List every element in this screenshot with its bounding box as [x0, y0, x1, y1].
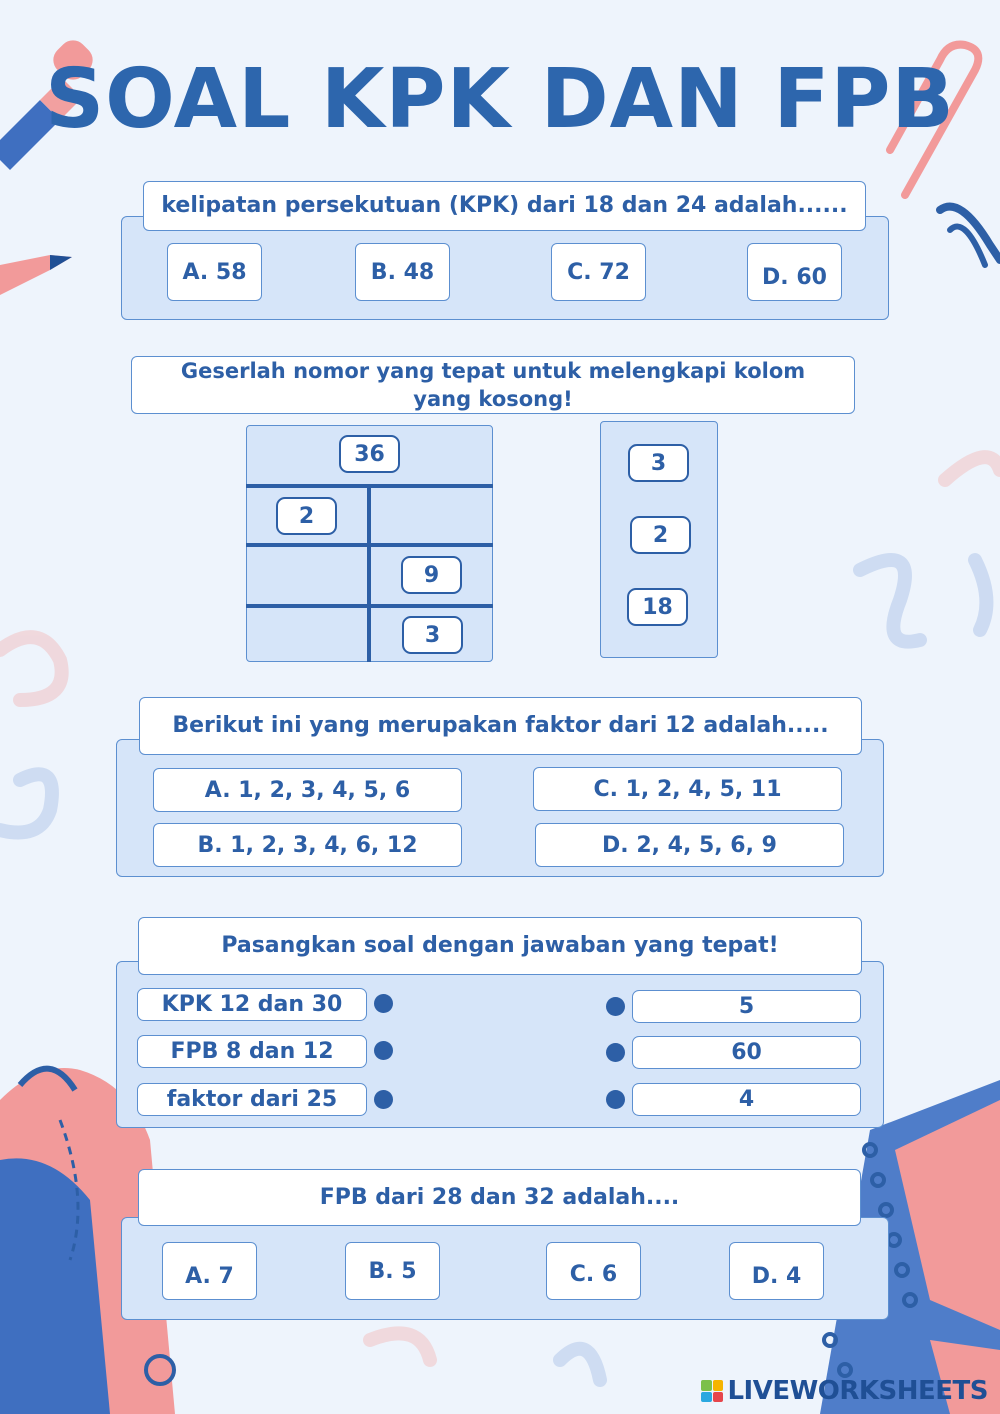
tree-row2-right-value: 9: [401, 556, 462, 594]
q3-option-d[interactable]: D. 2, 4, 5, 6, 9: [535, 823, 844, 867]
match-right-item: 60: [632, 1036, 861, 1069]
tree-row3-right-value: 3: [402, 616, 463, 654]
tree-root-value: 36: [339, 435, 400, 473]
liveworksheets-logo-icon: [701, 1380, 723, 1402]
match-left-dot[interactable]: [374, 1090, 393, 1109]
brand-watermark: [701, 1376, 988, 1406]
q3-question: Berikut ini yang merupakan faktor dari 12 adalah.....: [139, 697, 862, 755]
match-right-dot[interactable]: [606, 997, 625, 1016]
q5-option-a[interactable]: A. 7: [162, 1242, 257, 1300]
q3-option-b[interactable]: B. 1, 2, 3, 4, 6, 12: [153, 823, 462, 867]
match-right-item: 5: [632, 990, 861, 1023]
q3-option-a[interactable]: A. 1, 2, 3, 4, 5, 6: [153, 768, 462, 812]
q1-option-c[interactable]: C. 72: [551, 243, 646, 301]
drag-choice[interactable]: 3: [628, 444, 689, 482]
q1-option-d[interactable]: D. 60: [747, 243, 842, 301]
tree-row1-left-value: 2: [276, 497, 337, 535]
match-right-item: 4: [632, 1083, 861, 1116]
match-left-item: KPK 12 dan 30: [137, 988, 367, 1021]
q2-instruction: Geserlah nomor yang tepat untuk melengkapi kolom yang kosong!: [131, 356, 855, 414]
q1-option-a[interactable]: A. 58: [167, 243, 262, 301]
q1-option-b[interactable]: B. 48: [355, 243, 450, 301]
drag-choice[interactable]: 2: [630, 516, 691, 554]
tree-divider: [367, 484, 371, 662]
q5-option-c[interactable]: C. 6: [546, 1242, 641, 1300]
drag-choice[interactable]: 18: [627, 588, 688, 626]
q3-option-c[interactable]: C. 1, 2, 4, 5, 11: [533, 767, 842, 811]
match-left-dot[interactable]: [374, 1041, 393, 1060]
match-left-item: faktor dari 25: [137, 1083, 367, 1116]
q5-option-d[interactable]: D. 4: [729, 1242, 824, 1300]
brand-name: LIVEWORKSHEETS: [727, 1376, 988, 1406]
q1-question: kelipatan persekutuan (KPK) dari 18 dan 24 adalah......: [143, 181, 866, 231]
q4-instruction: Pasangkan soal dengan jawaban yang tepat!: [138, 917, 862, 975]
match-left-item: FPB 8 dan 12: [137, 1035, 367, 1068]
match-right-dot[interactable]: [606, 1043, 625, 1062]
match-right-dot[interactable]: [606, 1090, 625, 1109]
q5-option-b[interactable]: B. 5: [345, 1242, 440, 1300]
match-left-dot[interactable]: [374, 994, 393, 1013]
q5-question: FPB dari 28 dan 32 adalah....: [138, 1169, 861, 1226]
pencil-icon: [0, 255, 72, 295]
page-title: SOAL KPK DAN FPB: [45, 52, 955, 147]
